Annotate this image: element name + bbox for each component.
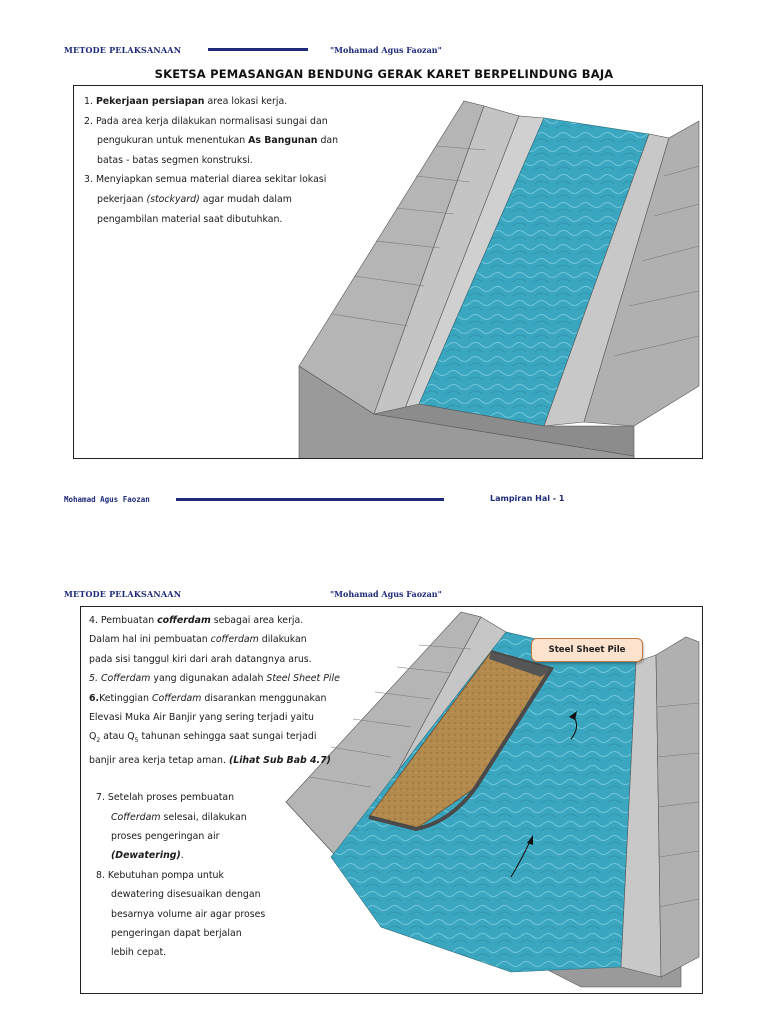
step-8: 8. Kebutuhan pompa untuk bbox=[96, 869, 224, 881]
step-6: 6.Ketinggian Cofferdam disarankan menggunakan bbox=[89, 692, 327, 704]
step-2: 2. Pada area kerja dilakukan normalisasi sungai dan bbox=[84, 115, 328, 127]
header-divider bbox=[208, 48, 308, 51]
steel-sheet-pile-callout: Steel Sheet Pile bbox=[531, 638, 643, 662]
steps-list-2: 4. Pembuatan cofferdam sebagai area kerja. Dalam hal ini pembuatan cofferdam dilakukan pada sisi tanggul kiri dari arah datangnya arus. 5. Cofferdam yang digunakan adalah Steel Sheet Pile 6.Ketinggian Cofferdam disarankan menggunakan Elevasi Muka Air Banjir yang sering terjadi yaitu $Q_2$ atau $Q_5$ tahunan sehingga saat sungai terjadi banjir area kerja tetap aman. (Lihat Sub Bab 4.7) 7. Setelah proses pembuatan Cofferdam selesai, dilakukan proses pengeringan air (Dewatering). 8. Kebutuhan pompa untuk dewatering disesuaikan dengan besarnya volume air agar proses pengeringan dapat berjalan lebih cepat. bbox=[89, 611, 340, 963]
sketch-panel-2 bbox=[80, 606, 703, 994]
footer-left-label: Mohamad Agus Faozan bbox=[64, 495, 150, 504]
page-title: SKETSA PEMASANGAN BENDUNG GERAK KARET BERPELINDUNG BAJA bbox=[154, 67, 614, 81]
right-embankment-2 bbox=[656, 637, 699, 977]
header-right-label-2: "Mohamad Agus Faozan" bbox=[330, 589, 442, 599]
step-3: 3. Menyiapkan semua material diarea sekitar lokasi bbox=[84, 174, 327, 186]
step-1: 1. Pekerjaan persiapan area lokasi kerja. bbox=[84, 96, 288, 107]
footer-divider bbox=[176, 498, 444, 501]
footer-page-label: Lampiran Hal - 1 bbox=[490, 494, 565, 503]
header-left-label-2: METODE PELAKSANAAN bbox=[64, 589, 182, 599]
header-left-label: METODE PELAKSANAAN bbox=[64, 45, 182, 55]
step-7: 7. Setelah proses pembuatan bbox=[96, 792, 235, 804]
step-4: 4. Pembuatan cofferdam sebagai area kerja. bbox=[89, 615, 304, 626]
steps-list-1: 1. Pekerjaan persiapan area lokasi kerja. 2. Pada area kerja dilakukan normalisasi sungai dan pengukuran untuk menentukan As Bangunan dan batas - batas segmen konstruksi. 3. Menyiapkan semua material diarea sekitar lokasi pekerjaan (stockyard) agar mudah dalam pengambilan material saat dibutuhkan. bbox=[84, 92, 338, 229]
step-5: 5. Cofferdam yang digunakan adalah Steel Sheet Pile bbox=[89, 673, 340, 685]
sketch-panel-1 bbox=[73, 85, 703, 459]
header-right-label: "Mohamad Agus Faozan" bbox=[330, 45, 442, 55]
